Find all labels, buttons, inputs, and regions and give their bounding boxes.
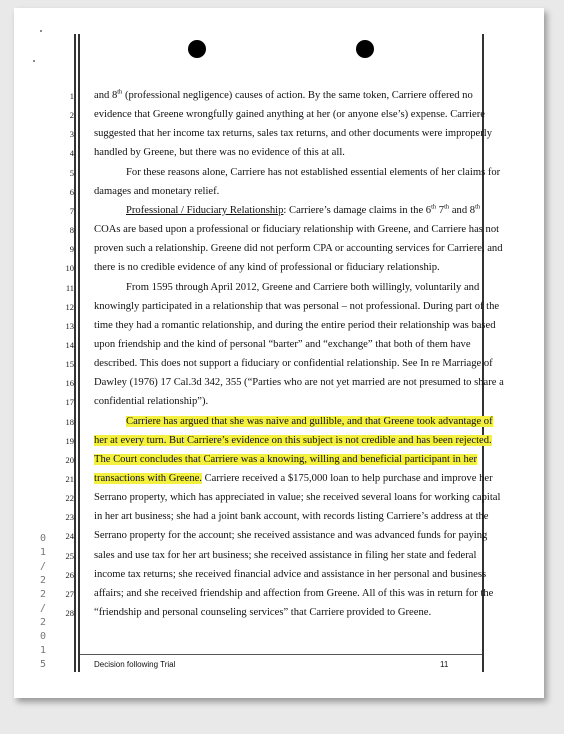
text-line xyxy=(94,167,500,179)
footer-rule xyxy=(80,654,482,655)
text-line xyxy=(94,492,500,504)
text-line xyxy=(94,588,493,600)
text-segment: COAs are based upon a professional or fiduciary relationship with Greene, and Carriere has not xyxy=(94,224,500,236)
stamp-char: / xyxy=(39,603,47,614)
text-line xyxy=(94,301,499,313)
margin-line-left-inner xyxy=(78,34,80,672)
superscript: th xyxy=(444,203,450,211)
scan-speck xyxy=(40,30,42,32)
text-line xyxy=(94,511,489,523)
highlighted-text: Carriere has argued that she was naive and gullible, and that Greene took advantage of xyxy=(126,415,493,427)
text-segment: suggested that her income tax returns, sales tax returns, and other documents were improperly xyxy=(94,128,493,140)
line-number: 10 xyxy=(65,263,74,274)
stamp-char: 2 xyxy=(39,589,47,600)
text-segment: confidential relationship”). xyxy=(94,396,209,408)
line-number: 18 xyxy=(65,416,74,427)
line-number: 27 xyxy=(65,588,74,599)
text-segment: (professional negligence) causes of action. By the same token, Carriere offered no xyxy=(122,90,473,101)
line-number: 5 xyxy=(69,167,74,178)
margin-line-left-outer xyxy=(74,34,76,672)
text-line xyxy=(94,550,476,562)
text-segment: : Carriere’s damage claims in the 6 xyxy=(283,204,432,216)
line-number: 3 xyxy=(69,129,74,140)
text-segment: “friendship and personal counseling services” that Carriere provided to Greene. xyxy=(94,607,432,619)
line-number: 21 xyxy=(65,474,74,484)
text-line xyxy=(94,147,345,159)
text-segment: time they had a romantic relationship, and during the entire period their relationship was based xyxy=(94,319,496,331)
filing-date-stamp xyxy=(34,532,52,672)
text-line xyxy=(94,569,486,581)
text-line xyxy=(94,377,504,389)
line-number: 9 xyxy=(69,244,74,255)
text-line xyxy=(94,320,496,332)
text-segment: proven such a relationship. Greene did not perform CPA or accounting services for Carriere, and xyxy=(94,243,503,255)
text-line xyxy=(94,128,492,140)
footer-page-number: 11 xyxy=(440,660,449,669)
line-number: 26 xyxy=(65,569,74,580)
document-page xyxy=(14,8,544,698)
text-line xyxy=(94,416,493,428)
text-line xyxy=(94,454,477,466)
line-number: 7 xyxy=(69,205,74,216)
stamp-char: 0 xyxy=(39,533,47,544)
stamp-char: 2 xyxy=(39,617,47,628)
text-segment: in her art business; she had a joint bank account, with records listing Carriere’s address at the xyxy=(94,511,489,523)
punch-hole-left xyxy=(188,40,206,58)
highlighted-text: transactions with Greene. xyxy=(94,473,202,484)
text-segment: For these reasons alone, Carriere has not established essential elements of her claims for xyxy=(126,166,501,178)
line-number: 25 xyxy=(65,550,74,561)
text-line xyxy=(94,109,485,121)
superscript: th xyxy=(431,203,437,211)
text-segment: affairs; and she received friendship and affection from Greene. All of this was in return for the xyxy=(94,587,494,599)
text-line xyxy=(94,607,431,619)
text-line xyxy=(94,90,473,102)
line-number: 14 xyxy=(65,339,74,350)
text-segment: sales and use tax for her art business; she received assistance in filing her state and federal xyxy=(94,549,477,561)
line-number: 2 xyxy=(69,110,74,121)
text-line xyxy=(94,473,493,485)
text-segment: knowingly participated in a relationship that was personal – not professional. During part of the xyxy=(94,300,500,312)
line-number: 28 xyxy=(65,608,74,619)
text-line xyxy=(94,435,492,447)
text-line xyxy=(94,282,479,294)
text-segment: upon friendship and the kind of personal “barter” and “exchange” that both of them have xyxy=(94,338,471,350)
text-segment: handled by Greene, but there was no evidence of this at all. xyxy=(94,147,345,159)
text-segment: and 8 xyxy=(449,204,476,216)
text-line xyxy=(94,262,440,274)
text-line xyxy=(94,243,503,255)
line-number: 1 xyxy=(69,91,74,101)
stamp-char: 1 xyxy=(39,645,47,656)
text-segment: Dawley (1976) 17 Cal.3d 342, 355 (“Parties who are not yet married are not presumed to share a xyxy=(94,377,504,389)
scan-speck xyxy=(33,60,35,62)
text-segment: Carriere received a $175,000 loan to help purchase and improve her xyxy=(201,473,493,484)
line-number: 4 xyxy=(69,148,74,159)
line-number: 12 xyxy=(65,301,74,312)
text-line xyxy=(94,530,487,542)
superscript: th xyxy=(475,203,481,211)
text-line xyxy=(94,186,219,198)
stamp-char: / xyxy=(39,561,47,572)
punch-hole-right xyxy=(356,40,374,58)
stamp-char: 5 xyxy=(39,659,47,670)
text-segment: From 1595 through April 2012, Greene and Carriere both willingly, voluntarily and xyxy=(126,281,480,293)
line-number: 20 xyxy=(65,454,74,465)
line-number: 13 xyxy=(65,320,74,331)
text-segment: there is no credible evidence of any kind of professional or fiduciary relationship. xyxy=(94,262,440,274)
text-segment: and 8 xyxy=(94,90,118,101)
text-line xyxy=(94,339,471,351)
text-segment: evidence that Greene wrongfully gained anything at her (or anyone else’s) expense. Carriere xyxy=(94,109,485,121)
footer-title: Decision following Trial xyxy=(94,660,176,669)
text-segment: Serrano property, which has appreciated in value; she received several loans for working capital xyxy=(94,492,501,504)
text-segment: Serrano property for the account; she received assistance and was advanced funds for paying xyxy=(94,530,488,542)
stamp-char: 2 xyxy=(39,575,47,586)
line-number: 8 xyxy=(69,225,74,236)
text-line xyxy=(94,224,499,236)
stamp-char: 1 xyxy=(39,547,47,558)
line-number: 23 xyxy=(65,512,74,523)
text-segment: income tax returns; she received financial advice and assistance in her personal and business xyxy=(94,568,487,580)
text-line xyxy=(94,396,208,408)
stamp-char: 0 xyxy=(39,631,47,642)
text-line xyxy=(94,205,480,217)
text-segment: damages and monetary relief. xyxy=(94,185,220,197)
line-number: 19 xyxy=(65,435,74,446)
line-number: 24 xyxy=(65,531,74,542)
line-number: 17 xyxy=(65,397,74,408)
text-segment: 7 xyxy=(436,204,445,216)
highlighted-text: The Court concludes that Carriere was a knowing, willing and beneficial participant in her xyxy=(94,453,478,465)
line-number: 15 xyxy=(65,359,74,370)
underlined-heading: Professional / Fiduciary Relationship xyxy=(126,204,284,216)
superscript: th xyxy=(117,88,123,96)
line-number: 22 xyxy=(65,493,74,504)
text-line xyxy=(94,358,493,370)
text-segment: described. This does not support a fiduciary or confidential relationship. See In re Marriage of xyxy=(94,358,493,370)
line-number: 6 xyxy=(69,186,74,197)
highlighted-text: her at every turn. But Carriere’s evidence on this subject is not credible and has been rejected. xyxy=(94,434,492,446)
line-number: 11 xyxy=(65,282,74,293)
line-number: 16 xyxy=(65,378,74,389)
